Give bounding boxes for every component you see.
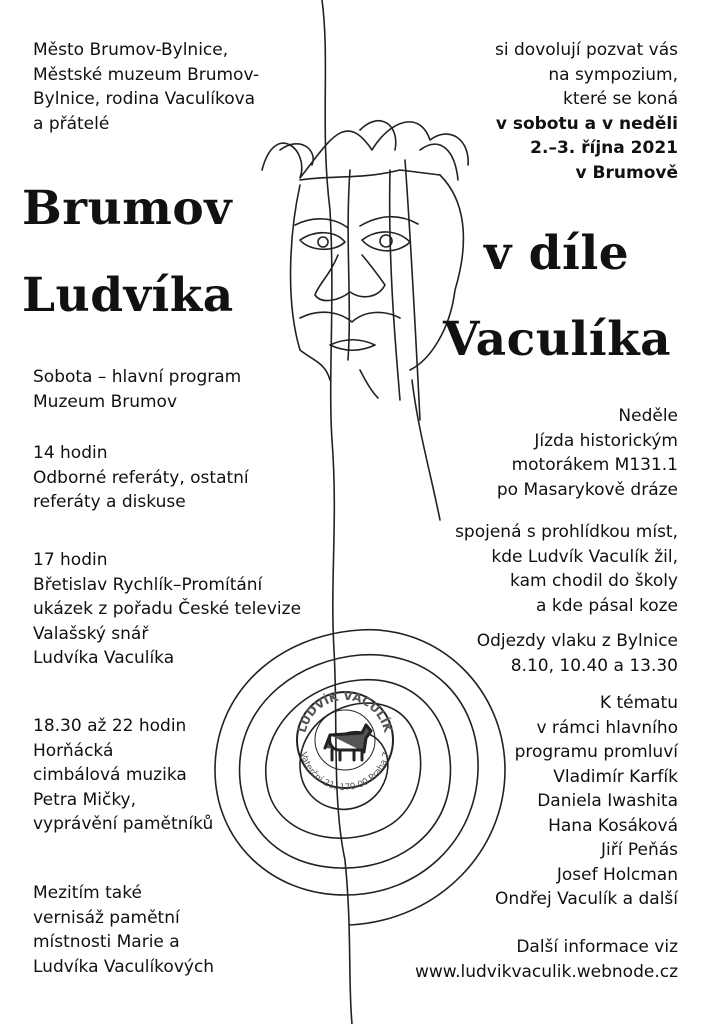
- also-line: místnosti Marie a: [33, 932, 180, 952]
- speaker-name: Ondřej Vaculík a další: [494, 889, 678, 909]
- invitation-line: které se koná: [563, 89, 678, 109]
- sunday-heading-line: Jízda historickým: [534, 430, 678, 451]
- vertical-thread-line: [322, 0, 352, 1024]
- sunday-tour: [455, 520, 678, 618]
- speakers-intro-line: K tématu: [599, 693, 678, 713]
- block-line: Břetislav Rychlík–Promítání: [33, 574, 263, 595]
- organizers-line: Město Brumov-Bylnice,: [33, 40, 229, 60]
- sunday-heading-line: po Masarykově dráze: [496, 479, 678, 500]
- invitation-date-line: v Brumově: [575, 162, 678, 183]
- svg-text:Vaterční 21, 170 00 Praha 7: [298, 751, 393, 793]
- speakers-intro-line: programu promluví: [514, 742, 678, 762]
- tour-line: kde Ludvík Vaculík žil,: [491, 546, 678, 567]
- spiral: [215, 630, 505, 925]
- speaker-name: Hana Kosáková: [548, 815, 678, 836]
- invitation-line: si dovolují pozvat vás: [495, 40, 678, 60]
- block-line: Valašský snář: [33, 623, 149, 644]
- goat-icon: [325, 725, 371, 760]
- saturday-heading-line: Sobota – hlavní program: [33, 367, 242, 387]
- hair-scribble: [262, 121, 468, 180]
- mustache: [300, 312, 400, 322]
- stamp-address: Vaterční 21, 170 00 Praha 7: [297, 751, 393, 794]
- speaker-name: Josef Holcman: [556, 864, 678, 885]
- footer-info: Další informace viz: [516, 937, 678, 957]
- also-line: Mezitím také: [33, 883, 142, 903]
- mouth: [330, 340, 375, 351]
- sunday-speakers: [495, 691, 678, 912]
- invitation-date-line: 2.–3. října 2021: [530, 138, 678, 158]
- title-ludvika: Ludvíka: [22, 268, 234, 323]
- block-line: cimbálová muzika: [33, 765, 187, 785]
- block-line: ukázek z pořadu České televize: [33, 599, 302, 619]
- saturday-block-1830: [33, 714, 213, 837]
- tour-line: kam chodil do školy: [510, 571, 678, 591]
- saturday-block-17: [33, 548, 301, 671]
- invitation-block: [495, 38, 678, 185]
- nose: [315, 255, 385, 301]
- speaker-name: Vladimír Karfík: [553, 766, 678, 787]
- footer-url[interactable]: www.ludvikvaculik.webnode.cz: [414, 961, 678, 982]
- block-line: Horňácká: [33, 740, 114, 761]
- speaker-name: Jiří Peňás: [600, 840, 678, 860]
- saturday-heading-line: Muzeum Brumov: [33, 391, 178, 412]
- saturday-heading: [33, 365, 241, 414]
- block-line: Odborné referáty, ostatní: [33, 467, 249, 488]
- block-time: 17 hodin: [33, 550, 108, 570]
- block-line: vyprávění pamětníků: [33, 814, 214, 834]
- eyebrows: [295, 217, 418, 228]
- block-time: 14 hodin: [33, 443, 108, 463]
- tour-line: spojená s prohlídkou míst,: [455, 522, 678, 542]
- right-eye: [362, 232, 410, 251]
- sunday-heading-line: Neděle: [618, 406, 678, 426]
- sunday-heading: [497, 404, 678, 502]
- sunday-departures: [477, 629, 678, 678]
- organizers-block: [33, 38, 259, 136]
- saturday-also-block: [33, 881, 214, 979]
- tour-line: a kde pásal koze: [536, 595, 678, 616]
- invitation-date-line: v sobotu a v neděli: [495, 113, 678, 134]
- title-v-dile: v díle: [484, 226, 630, 281]
- invitation-line: na sympozium,: [548, 64, 678, 85]
- organizers-line: Bylnice, rodina Vaculíkova: [33, 89, 256, 109]
- footer-block: [415, 935, 678, 984]
- block-time: 18.30 až 22 hodin: [33, 716, 187, 736]
- block-line: referáty a diskuse: [33, 492, 186, 512]
- organizers-line: a přátelé: [33, 113, 110, 134]
- speakers-intro-line: v rámci hlavního: [536, 717, 678, 738]
- block-line: Petra Mičky,: [33, 789, 137, 810]
- organizers-line: Městské muzeum Brumov-: [33, 64, 260, 85]
- also-line: vernisáž pamětní: [33, 907, 180, 928]
- also-line: Ludvíka Vaculíkových: [33, 956, 215, 977]
- title-brumov: Brumov: [22, 181, 233, 236]
- departures-line: Odjezdy vlaku z Bylnice: [476, 631, 678, 651]
- speaker-name: Daniela Iwashita: [537, 791, 678, 811]
- stamp-name: LUDVÍK VACULÍK: [294, 688, 396, 735]
- departures-line: 8.10, 10.40 a 13.30: [510, 655, 678, 676]
- saturday-block-14: [33, 441, 249, 515]
- block-line: Ludvíka Vaculíka: [33, 648, 175, 668]
- title-vaculika: Vaculíka: [443, 312, 672, 367]
- left-eye: [300, 233, 345, 250]
- sunday-heading-line: motorákem M131.1: [511, 455, 678, 475]
